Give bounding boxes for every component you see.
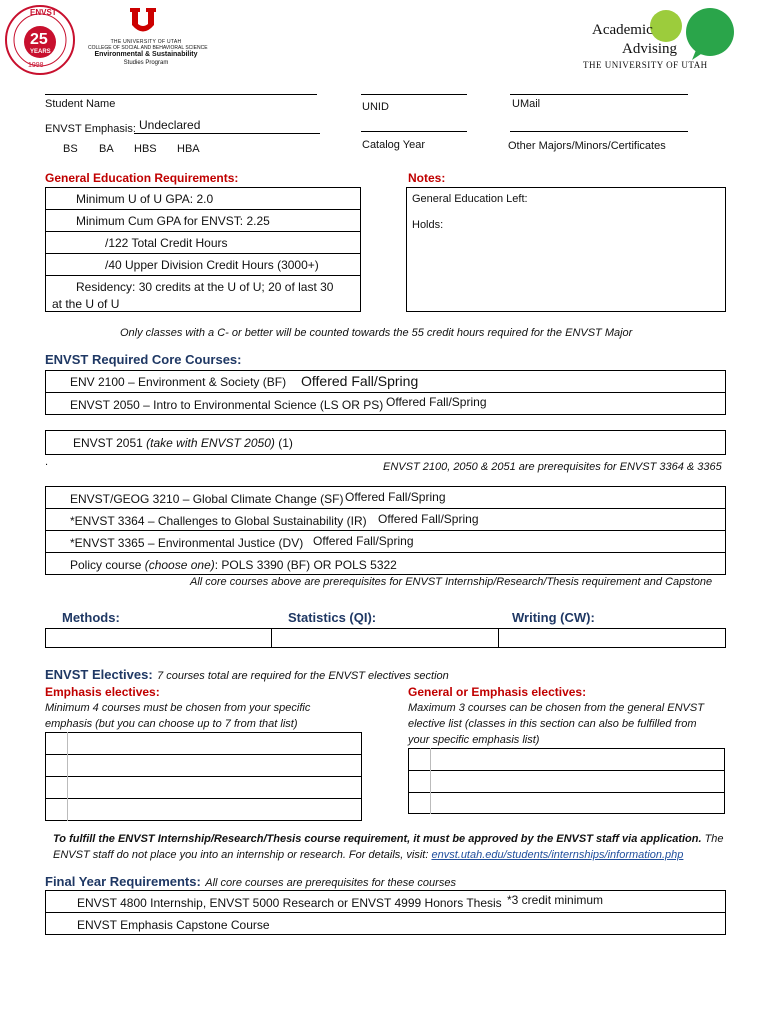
electives-subtitle: 7 courses total are required for the ENVST electives section [157, 670, 449, 682]
utah-u-logo [128, 8, 158, 36]
envst2051-note: (take with ENVST 2050) [146, 436, 275, 450]
unid-label: UNID [362, 101, 389, 113]
writing-label: Writing (CW): [512, 610, 595, 625]
core-dot: . [45, 456, 49, 468]
degree-bs[interactable]: BS [63, 143, 78, 155]
catalog-line[interactable] [361, 131, 467, 132]
gen-ed-divider-4 [45, 275, 361, 276]
all-core-note: All core courses above are prerequisites for ENVST Internship/Research/Thesis requirement and Capstone [190, 576, 713, 588]
envst2051-credit: (1) [274, 436, 293, 450]
dept-line-4: Studies Program [123, 60, 169, 66]
notes-gen-ed-left: General Education Left: [412, 193, 528, 205]
core-box-3-divider-1 [45, 508, 726, 509]
notes-holds: Holds: [412, 219, 444, 231]
aa-line-2: Advising [622, 41, 678, 57]
student-name-label: Student Name [45, 98, 116, 110]
internship-line-1 [53, 833, 724, 845]
aa-line-1: Academic [592, 22, 653, 38]
gen-ed-residency: Residency: 30 credits at the U of U; 20 of last 30 [76, 280, 334, 294]
core-box-3-divider-2 [45, 530, 726, 531]
student-name-line[interactable] [45, 94, 317, 95]
envst3364-fill[interactable]: Offered Fall/Spring [378, 512, 479, 526]
general-row-divider-2 [408, 792, 725, 793]
emphasis-electives-desc-1: Minimum 4 courses must be chosen from your specific [45, 702, 311, 714]
other-line[interactable] [510, 131, 688, 132]
final-internship-fill[interactable]: *3 credit minimum [507, 893, 604, 907]
dept-line-2: COLLEGE OF SOCIAL AND BEHAVIORAL SCIENCE [88, 45, 208, 51]
seal-top-text: ENVST [30, 8, 57, 17]
catalog-label: Catalog Year [362, 139, 425, 151]
other-label: Other Majors/Minors/Certificates [508, 140, 666, 152]
gen-ed-cum-gpa: Minimum Cum GPA for ENVST: 2.25 [76, 214, 270, 228]
emphasis-row-divider-2 [45, 776, 362, 777]
gen-ed-divider-3 [45, 253, 361, 254]
writing-input[interactable] [498, 628, 726, 648]
envst3365-fill[interactable]: Offered Fall/Spring [313, 534, 414, 548]
envst2050-fill[interactable]: Offered Fall/Spring [386, 395, 487, 409]
umail-label: UMail [512, 98, 541, 110]
dept-line-3: Environmental & Sustainability [94, 51, 198, 58]
general-electives-title: General or Emphasis electives: [408, 685, 587, 699]
general-electives-table[interactable] [408, 748, 725, 814]
envst2051-code: ENVST 2051 [73, 436, 147, 450]
emphasis-row-divider-3 [45, 798, 362, 799]
electives-title: ENVST Electives: [45, 667, 153, 682]
final-title: Final Year Requirements: [45, 874, 201, 889]
geog3210-fill[interactable]: Offered Fall/Spring [345, 490, 446, 504]
core-title: ENVST Required Core Courses: [45, 352, 242, 367]
seal-years: YEARS [30, 49, 51, 55]
core-prereq-note: ENVST 2100, 2050 & 2051 are prerequisites for ENVST 3364 & 3365 [383, 461, 722, 473]
aa-univ: THE UNIVERSITY OF UTAH [583, 60, 708, 70]
notes-box[interactable] [406, 187, 726, 312]
degree-ba[interactable]: BA [99, 143, 114, 155]
gen-ed-total-credits[interactable]: /122 Total Credit Hours [105, 236, 228, 250]
emphasis-value[interactable]: Undeclared [139, 118, 201, 132]
internship-text: ENVST staff do not place you into an internship or research. For details, visit: [53, 849, 432, 861]
general-electives-desc-2: elective list (classes in this section can also be fulfilled from [408, 718, 697, 730]
emphasis-label: ENVST Emphasis: [45, 123, 136, 135]
policy-course [70, 558, 397, 572]
statistics-label: Statistics (QI): [288, 610, 377, 625]
envst3365-course: *ENVST 3365 – Environmental Justice (DV) [70, 536, 304, 550]
notes-title: Notes: [408, 171, 446, 185]
env2100-course: ENV 2100 – Environment & Society (BF) [70, 375, 287, 389]
core-grade-note: Only classes with a C- or better will be counted towards the 55 credit hours required for the ENVST Major [120, 327, 633, 339]
general-electives-desc-1: Maximum 3 courses can be chosen from the general ENVST [408, 702, 704, 714]
seal-number: 25 [30, 31, 48, 48]
envst-seal-logo [4, 4, 76, 76]
gen-ed-upper-credits[interactable]: /40 Upper Division Credit Hours (3000+) [105, 258, 319, 272]
unid-line[interactable] [361, 94, 467, 95]
env2100-fill[interactable]: Offered Fall/Spring [301, 373, 419, 389]
gen-ed-gpa: Minimum U of U GPA: 2.0 [76, 192, 214, 206]
policy-choose: (choose one) [144, 558, 215, 572]
degree-hba[interactable]: HBA [177, 143, 200, 155]
degree-hbs[interactable]: HBS [134, 143, 157, 155]
internship-bold: To fulfill the ENVST Internship/Research/Thesis course requirement, it must be approved by the ENVST staff via application. [53, 833, 702, 845]
final-internship-row: ENVST 4800 Internship, ENVST 5000 Research or ENVST 4999 Honors Thesis [77, 896, 502, 910]
general-col-divider [430, 748, 431, 814]
seal-year: 1998 [28, 62, 44, 69]
internship-the: The [701, 833, 724, 845]
emphasis-line [134, 133, 320, 134]
general-electives-desc-3: your specific emphasis list) [408, 734, 540, 746]
core-box-1-divider [45, 392, 726, 393]
methods-input[interactable] [45, 628, 272, 648]
geog3210-course: ENVST/GEOG 3210 – Global Climate Change (SF) [70, 492, 344, 506]
policy-label: Policy course [70, 558, 145, 572]
envst3364-course: *ENVST 3364 – Challenges to Global Sustainability (IR) [70, 514, 367, 528]
emphasis-row-divider-1 [45, 754, 362, 755]
gen-ed-divider-2 [45, 231, 361, 232]
policy-options: : POLS 3390 (BF) OR POLS 5322 [214, 558, 397, 572]
core-box-3-divider-3 [45, 552, 726, 553]
electives-heading [45, 666, 449, 684]
gen-ed-divider-1 [45, 209, 361, 210]
envst2051-course [73, 436, 293, 450]
dept-line-1: THE UNIVERSITY OF UTAH [110, 39, 182, 45]
final-subtitle: All core courses are prerequisites for these courses [205, 877, 456, 889]
emphasis-electives-title: Emphasis electives: [45, 685, 160, 699]
final-heading [45, 873, 456, 891]
umail-line[interactable] [510, 94, 688, 95]
methods-label: Methods: [62, 610, 120, 625]
emphasis-col-divider [67, 732, 68, 821]
envst2050-course: ENVST 2050 – Intro to Environmental Science (LS OR PS) [70, 398, 384, 412]
internship-line-2 [53, 849, 683, 861]
internship-link[interactable]: envst.utah.edu/students/internships/information.php [431, 849, 684, 861]
gen-ed-residency-2: at the U of U [52, 297, 120, 311]
general-row-divider-1 [408, 770, 725, 771]
final-table-divider [45, 912, 726, 913]
statistics-input[interactable] [271, 628, 499, 648]
emphasis-electives-desc-2: emphasis (but you can choose up to 7 from that list) [45, 718, 298, 730]
gen-ed-title: General Education Requirements: [45, 171, 239, 185]
final-capstone-row: ENVST Emphasis Capstone Course [77, 918, 270, 932]
